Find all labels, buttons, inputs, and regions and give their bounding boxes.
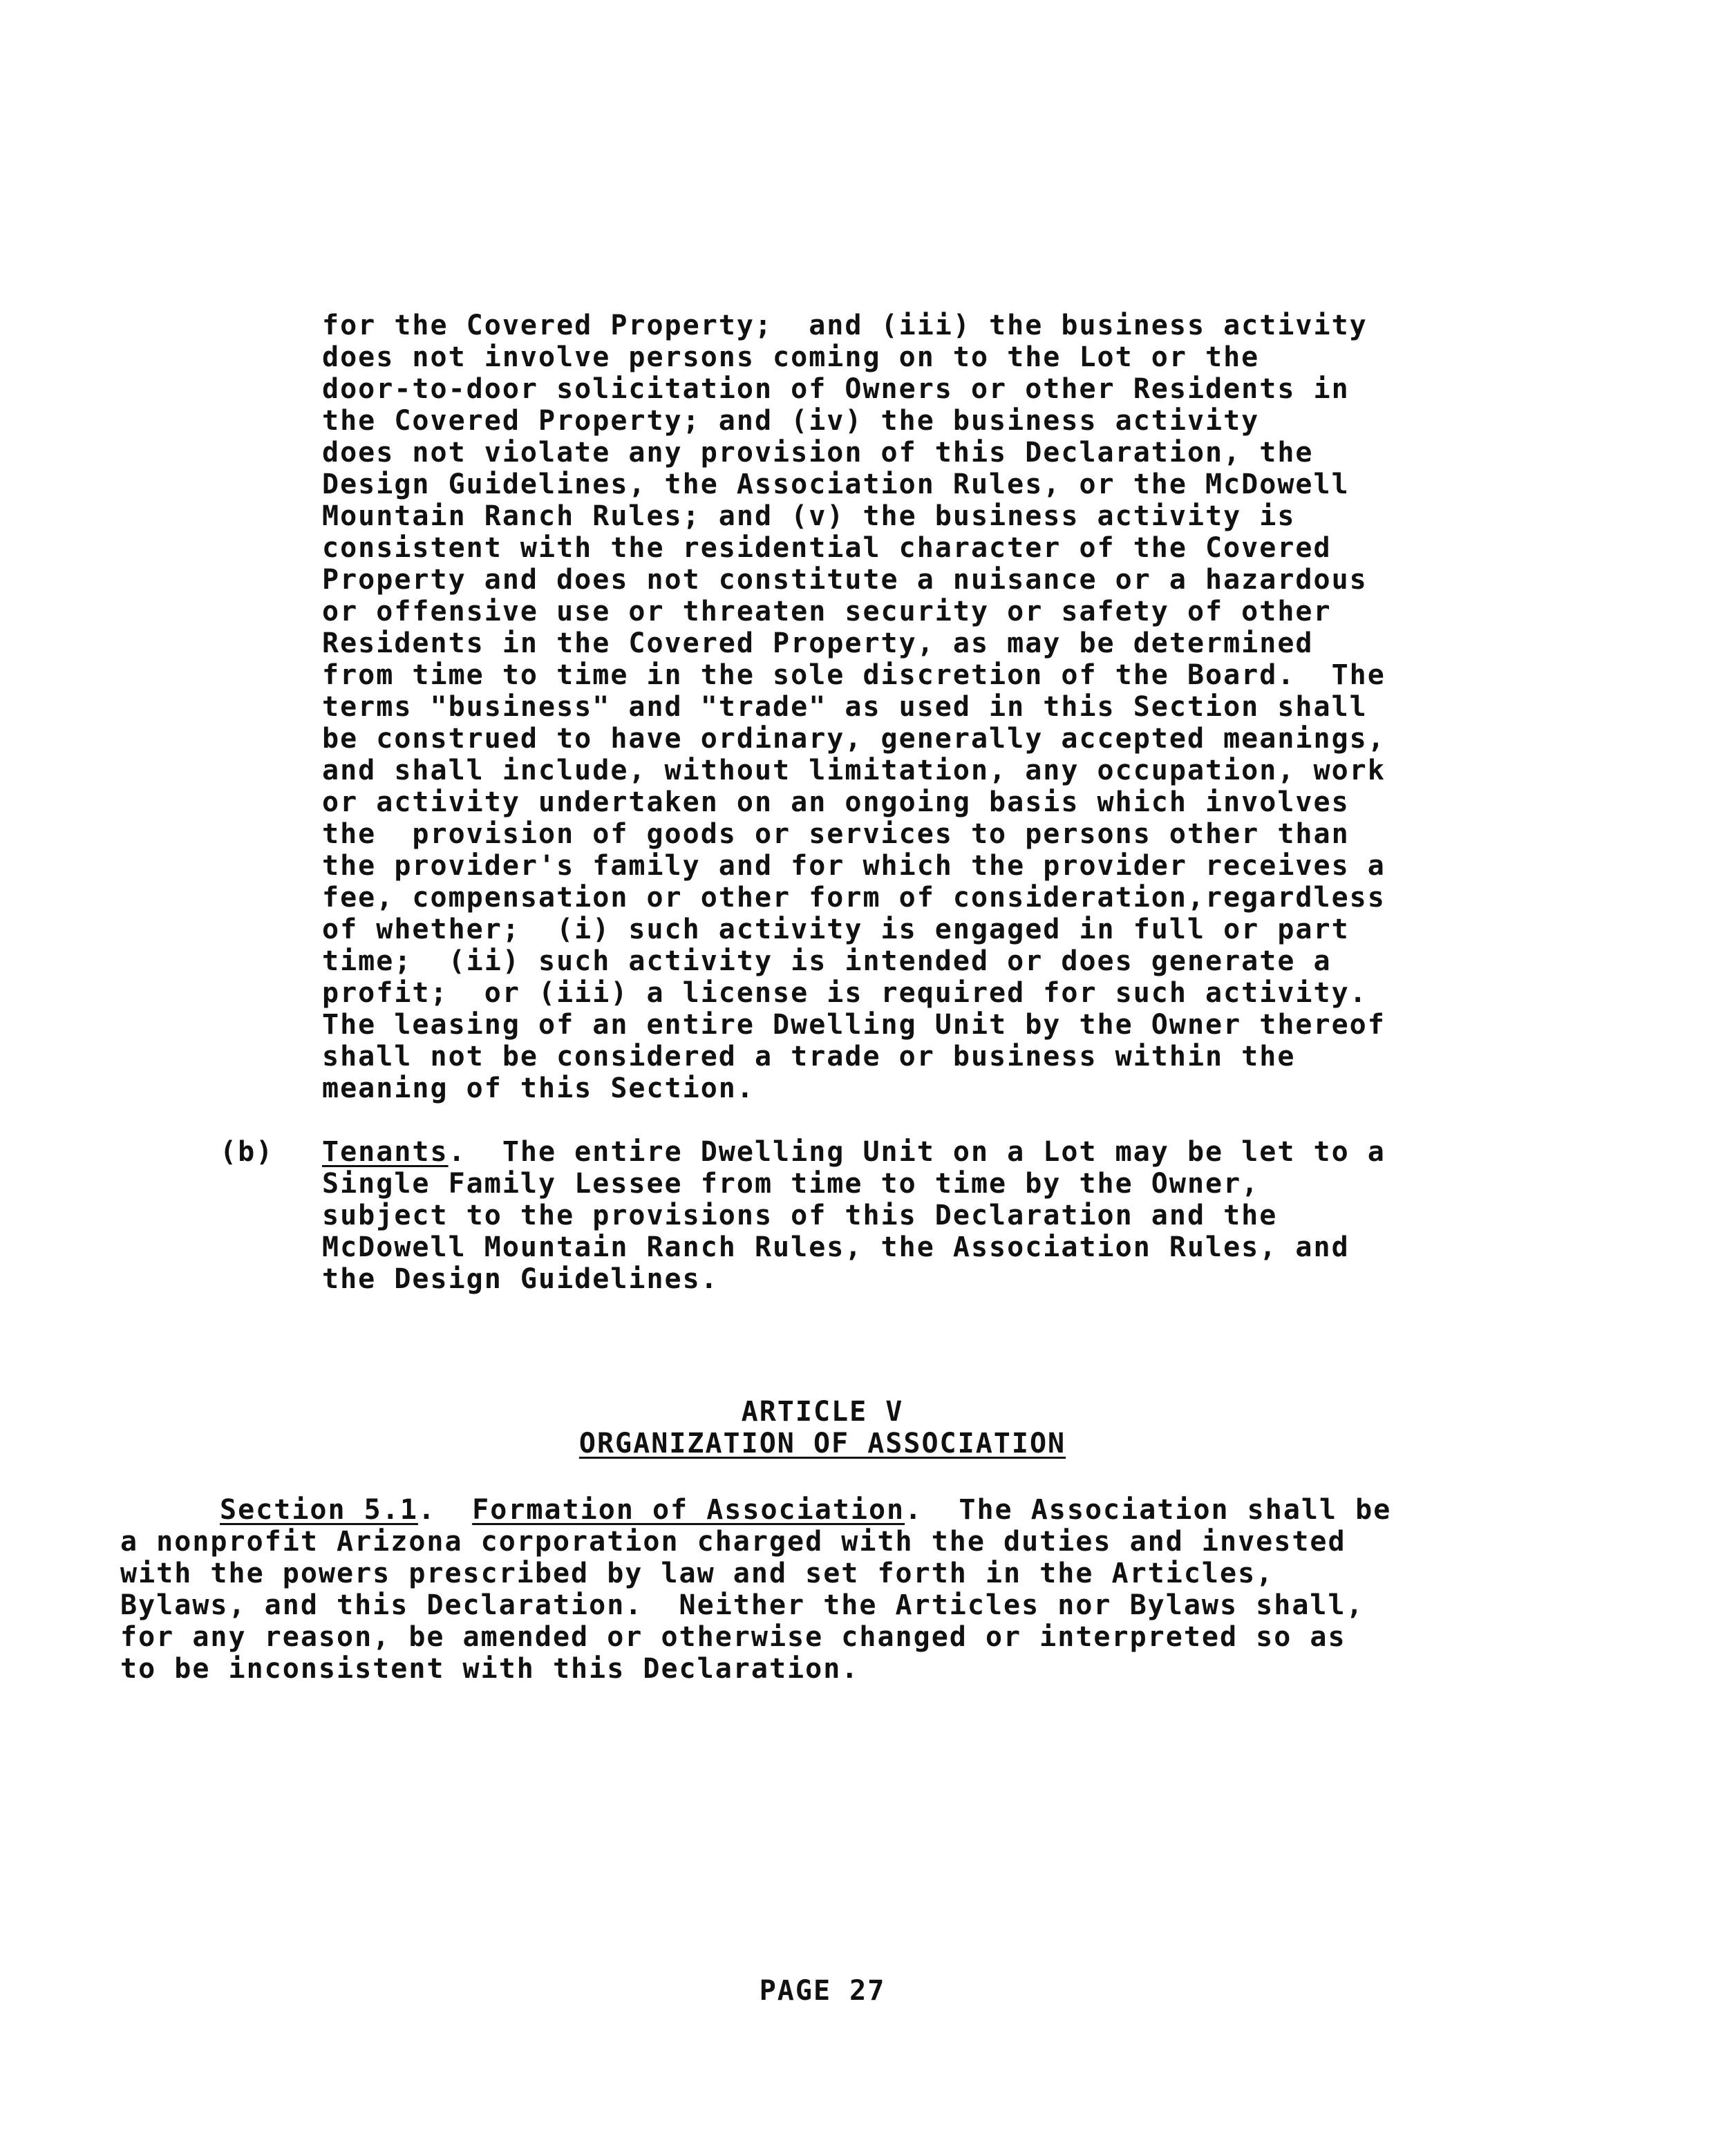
paragraph-line: profit; or (iii) a license is required for such activity.: [322, 977, 1368, 1009]
paragraph-line: Single Family Lessee from time to time by the Owner,: [322, 1168, 1260, 1200]
paragraph-line: Property and does not constitute a nuisance or a hazardous: [322, 564, 1368, 596]
paragraph-line: terms "business" and "trade" as used in this Section shall: [322, 691, 1368, 723]
article-title: ORGANIZATION OF ASSOCIATION: [578, 1428, 1066, 1459]
paragraph-b-heading: Tenants: [322, 1136, 449, 1168]
paragraph-line: consistent with the residential character of the Covered: [322, 532, 1332, 564]
paragraph-line: meaning of this Section.: [322, 1072, 755, 1104]
paragraph-line: the provider's family and for which the provider receives a: [322, 850, 1386, 882]
section-first-line: [220, 1494, 1391, 1526]
paragraph-line: be construed to have ordinary, generally accepted meanings,: [322, 723, 1386, 755]
paragraph-line: Residents in the Covered Property, as may be determined: [322, 627, 1314, 659]
paragraph-line: and shall include, without limitation, any occupation, work: [322, 755, 1386, 786]
paragraph-line: or activity undertaken on an ongoing basis which involves: [322, 786, 1350, 818]
article-number: ARTICLE V: [741, 1396, 904, 1428]
paragraph-line: to be inconsistent with this Declaration.: [120, 1653, 860, 1685]
paragraph-line: fee, compensation or other form of consideration,regardless: [322, 882, 1386, 914]
paragraph-line: from time to time in the sole discretion of the Board. The: [322, 659, 1386, 691]
paragraph-line: the Design Guidelines.: [322, 1263, 719, 1295]
section-number-suffix: .: [417, 1494, 473, 1526]
section-title-suffix: . The Association shall be: [905, 1494, 1392, 1526]
paragraph-line: door-to-door solicitation of Owners or other Residents in: [322, 373, 1350, 405]
paragraph-line: time; (ii) such activity is intended or does generate a: [322, 945, 1332, 977]
paragraph-line: shall not be considered a trade or business within the: [322, 1041, 1296, 1072]
page-number: PAGE 27: [759, 1975, 886, 2007]
article-title-row: [0, 1428, 1645, 1459]
section-number: Section 5.1: [220, 1494, 418, 1526]
paragraph-line: The leasing of an entire Dwelling Unit by the Owner thereof: [322, 1009, 1386, 1041]
paragraph-line: Mountain Ranch Rules; and (v) the business activity is: [322, 500, 1296, 532]
section-title: Formation of Association: [472, 1494, 905, 1526]
paragraph-line: Design Guidelines, the Association Rules, or the McDowell: [322, 469, 1350, 500]
paragraph-line: for the Covered Property; and (iii) the business activity: [322, 310, 1368, 341]
paragraph-b-heading-suffix: . The entire Dwelling Unit on a Lot may be let to a: [448, 1136, 1386, 1168]
paragraph-line: the provision of goods or services to persons other than: [322, 818, 1350, 850]
paragraph-line: does not involve persons coming on to the Lot or the: [322, 341, 1260, 373]
paragraph-line: Bylaws, and this Declaration. Neither the Articles nor Bylaws shall,: [120, 1589, 1364, 1621]
paragraph-line: a nonprofit Arizona corporation charged with the duties and invested: [120, 1526, 1346, 1558]
paragraph-line: for any reason, be amended or otherwise changed or interpreted so as: [120, 1621, 1346, 1653]
paragraph-line: with the powers prescribed by law and set forth in the Articles,: [120, 1558, 1274, 1589]
paragraph-b-first-line: [322, 1136, 1386, 1168]
paragraph-line: does not violate any provision of this Declaration, the: [322, 437, 1314, 469]
paragraph-line: McDowell Mountain Ranch Rules, the Association Rules, and: [322, 1231, 1350, 1263]
paragraph-line: or offensive use or threaten security or safety of other: [322, 596, 1332, 627]
paragraph-line: subject to the provisions of this Declaration and the: [322, 1200, 1278, 1231]
paragraph-line: of whether; (i) such activity is engaged in full or part: [322, 914, 1350, 945]
paragraph-line: the Covered Property; and (iv) the business activity: [322, 405, 1260, 437]
paragraph-b-label: (b): [220, 1136, 274, 1168]
